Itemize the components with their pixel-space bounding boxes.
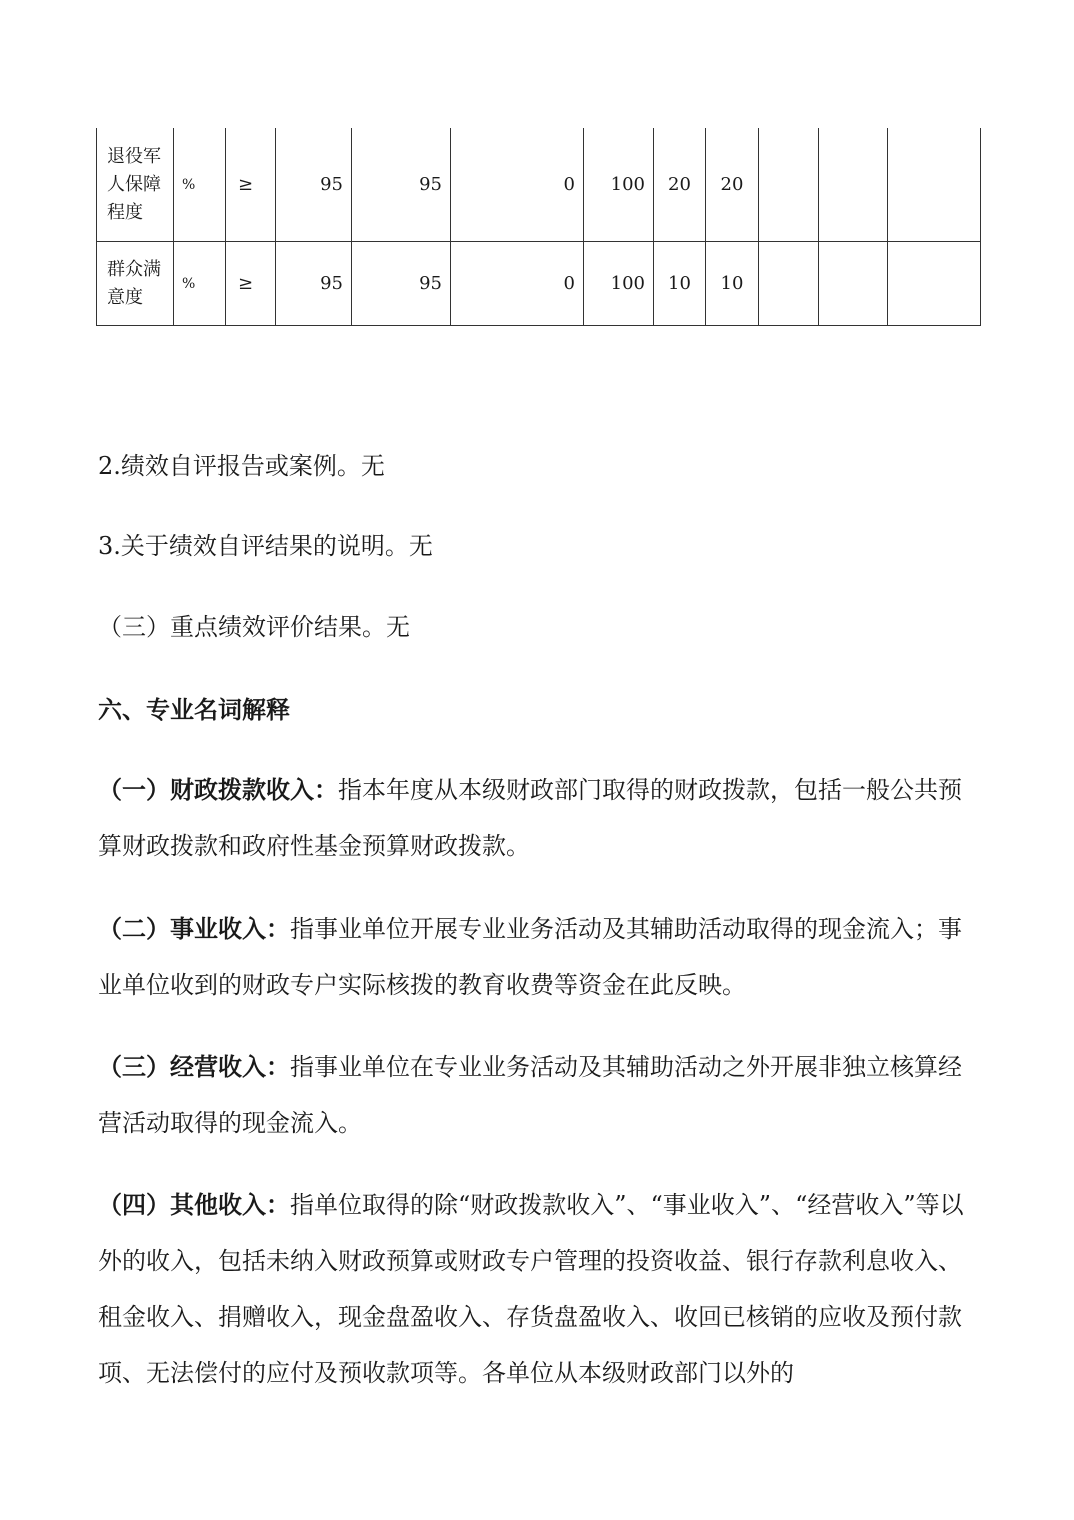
metric-operator: ≥: [226, 242, 276, 326]
table-cell: 10: [706, 242, 759, 326]
table-cell: [759, 242, 819, 326]
term-definition: 指本年度从本级财政部门取得的财政拨款，包括一般公共预算财政拨款和政府性基金预算财政拨款。: [98, 776, 962, 860]
table-cell: 95: [352, 128, 451, 242]
term-definition: 指事业单位开展专业业务活动及其辅助活动取得的现金流入；事业单位收到的财政专户实际核拨的教育收费等资金在此反映。: [98, 915, 962, 999]
table-cell: 95: [276, 128, 352, 242]
table-cell: [888, 128, 981, 242]
term-definition: 指事业单位在专业业务活动及其辅助活动之外开展非独立核算经营活动取得的现金流入。: [98, 1053, 962, 1137]
metric-unit: %: [174, 242, 226, 326]
table-cell: 20: [706, 128, 759, 242]
paragraph-fiscal-appropriation-income: [98, 762, 980, 874]
term-label: （四）其他收入：: [98, 1190, 290, 1219]
table-cell: 20: [654, 128, 706, 242]
performance-metrics-table: [96, 128, 981, 326]
term-label: （三）经营收入：: [98, 1052, 290, 1081]
table-cell: [888, 242, 981, 326]
table-cell: [819, 128, 888, 242]
paragraph-other-income: [98, 1177, 980, 1401]
table-cell: 10: [654, 242, 706, 326]
paragraph-operating-income: [98, 1039, 980, 1151]
metric-name: 群众满意度: [97, 242, 174, 326]
table-cell: 100: [584, 128, 654, 242]
table-cell: 100: [584, 242, 654, 326]
table-cell: 0: [451, 242, 584, 326]
metric-name: 退役军人保障程度: [97, 128, 174, 242]
term-definition: 指单位取得的除“财政拨款收入”、“事业收入”、“经营收入”等以外的收入，包括未纳入财政预算或财政专户管理的投资收益、银行存款利息收入、租金收入、捐赠收入，现金盘盈收入、存货盘盈收入、收回已核销的应收及预付款项、无法偿付的应付及预收款项等。各单位从本级财政部门以外的: [98, 1191, 964, 1387]
table-row: [97, 242, 981, 326]
term-label: （一）财政拨款收入：: [98, 775, 338, 804]
table-cell: 95: [276, 242, 352, 326]
table-row: [97, 128, 981, 242]
paragraph-key-evaluation-results: （三）重点绩效评价结果。无: [98, 613, 410, 641]
table-cell: [759, 128, 819, 242]
paragraph-self-evaluation-explanation: 3.关于绩效自评结果的说明。无: [98, 532, 433, 560]
metric-operator: ≥: [226, 128, 276, 242]
paragraph-self-evaluation-report: 2.绩效自评报告或案例。无: [98, 452, 385, 480]
table-cell: 0: [451, 128, 584, 242]
table-cell: [819, 242, 888, 326]
table-cell: 95: [352, 242, 451, 326]
section-heading-glossary: 六、专业名词解释: [98, 695, 290, 724]
metric-unit: %: [174, 128, 226, 242]
paragraph-business-income: [98, 901, 980, 1013]
term-label: （二）事业收入：: [98, 914, 290, 943]
